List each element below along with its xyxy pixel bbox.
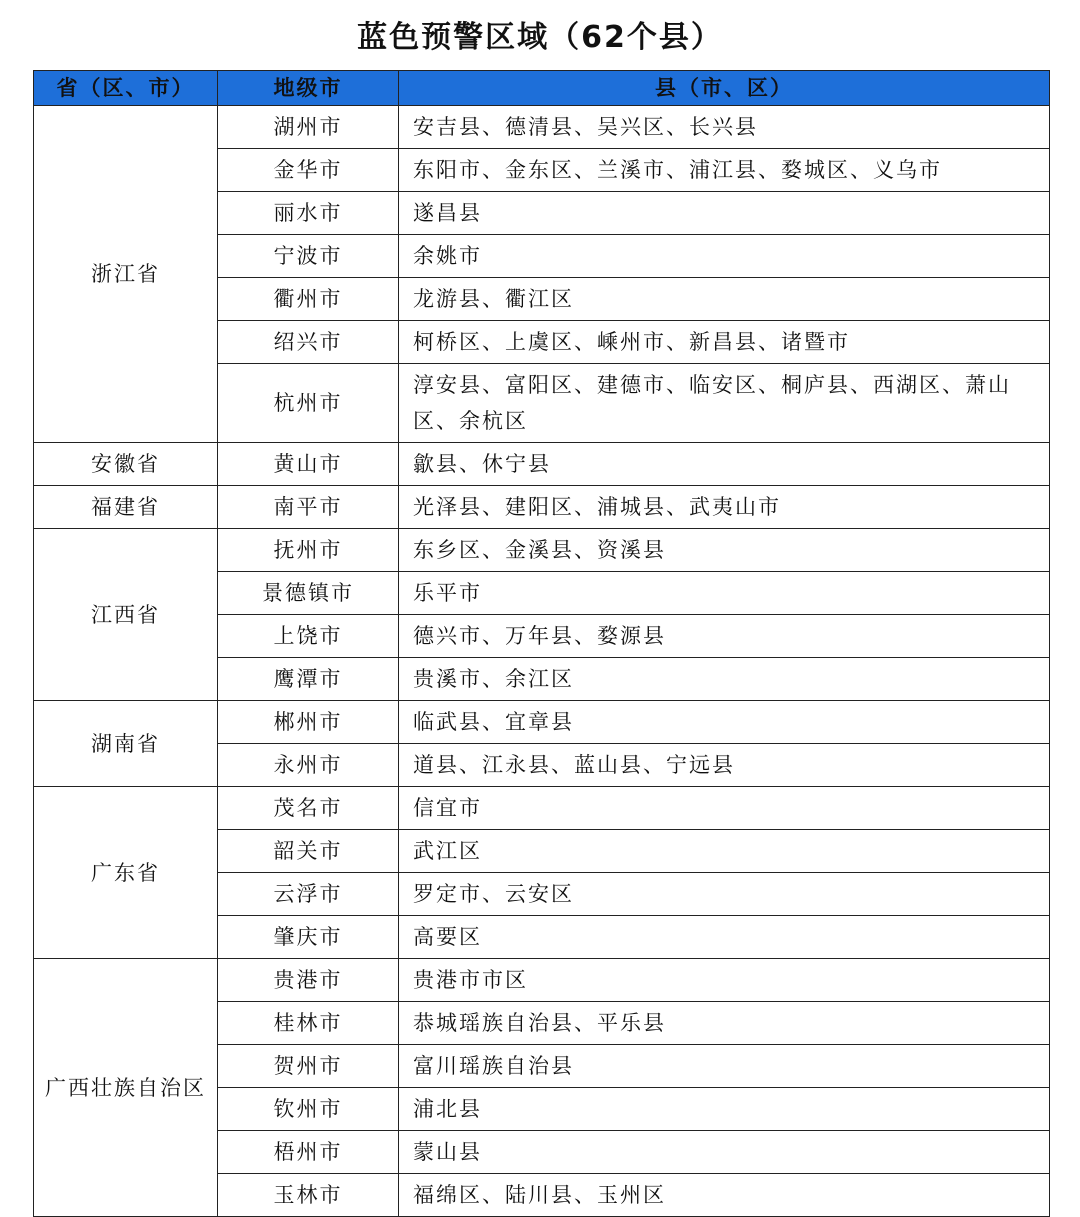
table-row [34,959,1050,1002]
city-cell: 宁波市 [218,235,399,278]
county-cell: 安吉县、德清县、吴兴区、长兴县 [399,106,1050,149]
county-cell: 福绵区、陆川县、玉州区 [399,1174,1050,1217]
table-row [34,486,1050,529]
city-cell: 黄山市 [218,443,399,486]
county-cell: 信宜市 [399,787,1050,830]
page-title: 蓝色预警区域（62个县） [357,20,723,55]
county-cell: 恭城瑶族自治县、平乐县 [399,1002,1050,1045]
county-cell: 贵港市市区 [399,959,1050,1002]
county-cell: 武江区 [399,830,1050,873]
county-cell: 龙游县、衢江区 [399,278,1050,321]
city-cell: 韶关市 [218,830,399,873]
county-cell: 富川瑶族自治县 [399,1045,1050,1088]
county-cell: 罗定市、云安区 [399,873,1050,916]
county-cell: 浦北县 [399,1088,1050,1131]
table-row [34,529,1050,572]
table-row [34,106,1050,149]
city-cell: 玉林市 [218,1174,399,1217]
city-cell: 桂林市 [218,1002,399,1045]
city-cell: 景德镇市 [218,572,399,615]
city-cell: 金华市 [218,149,399,192]
county-cell: 光泽县、建阳区、浦城县、武夷山市 [399,486,1050,529]
table-row [34,701,1050,744]
city-cell: 肇庆市 [218,916,399,959]
header-county: 县（市、区） [399,71,1050,106]
province-cell: 广东省 [34,787,218,959]
warning-region-table [33,70,1050,1217]
county-cell: 蒙山县 [399,1131,1050,1174]
city-cell: 茂名市 [218,787,399,830]
city-cell: 丽水市 [218,192,399,235]
county-cell: 贵溪市、余江区 [399,658,1050,701]
city-cell: 抚州市 [218,529,399,572]
county-cell: 遂昌县 [399,192,1050,235]
table-row [34,443,1050,486]
county-cell: 东乡区、金溪县、资溪县 [399,529,1050,572]
city-cell: 梧州市 [218,1131,399,1174]
county-cell: 余姚市 [399,235,1050,278]
province-cell: 湖南省 [34,701,218,787]
table-row [34,787,1050,830]
city-cell: 衢州市 [218,278,399,321]
province-cell: 福建省 [34,486,218,529]
header-province: 省（区、市） [34,71,218,106]
province-cell: 浙江省 [34,106,218,443]
city-cell: 南平市 [218,486,399,529]
county-cell: 淳安县、富阳区、建德市、临安区、桐庐县、西湖区、萧山区、余杭区 [399,364,1050,443]
province-cell: 江西省 [34,529,218,701]
city-cell: 上饶市 [218,615,399,658]
city-cell: 贺州市 [218,1045,399,1088]
city-cell: 钦州市 [218,1088,399,1131]
header-city: 地级市 [218,71,399,106]
county-cell: 德兴市、万年县、婺源县 [399,615,1050,658]
city-cell: 绍兴市 [218,321,399,364]
city-cell: 贵港市 [218,959,399,1002]
table-body [34,106,1050,1217]
county-cell: 柯桥区、上虞区、嵊州市、新昌县、诸暨市 [399,321,1050,364]
table-header-row [34,71,1050,106]
county-cell: 东阳市、金东区、兰溪市、浦江县、婺城区、义乌市 [399,149,1050,192]
city-cell: 永州市 [218,744,399,787]
city-cell: 鹰潭市 [218,658,399,701]
province-cell: 安徽省 [34,443,218,486]
county-cell: 临武县、宜章县 [399,701,1050,744]
city-cell: 云浮市 [218,873,399,916]
city-cell: 湖州市 [218,106,399,149]
province-cell: 广西壮族自治区 [34,959,218,1217]
county-cell: 乐平市 [399,572,1050,615]
county-cell: 歙县、休宁县 [399,443,1050,486]
county-cell: 高要区 [399,916,1050,959]
city-cell: 杭州市 [218,364,399,443]
county-cell: 道县、江永县、蓝山县、宁远县 [399,744,1050,787]
city-cell: 郴州市 [218,701,399,744]
